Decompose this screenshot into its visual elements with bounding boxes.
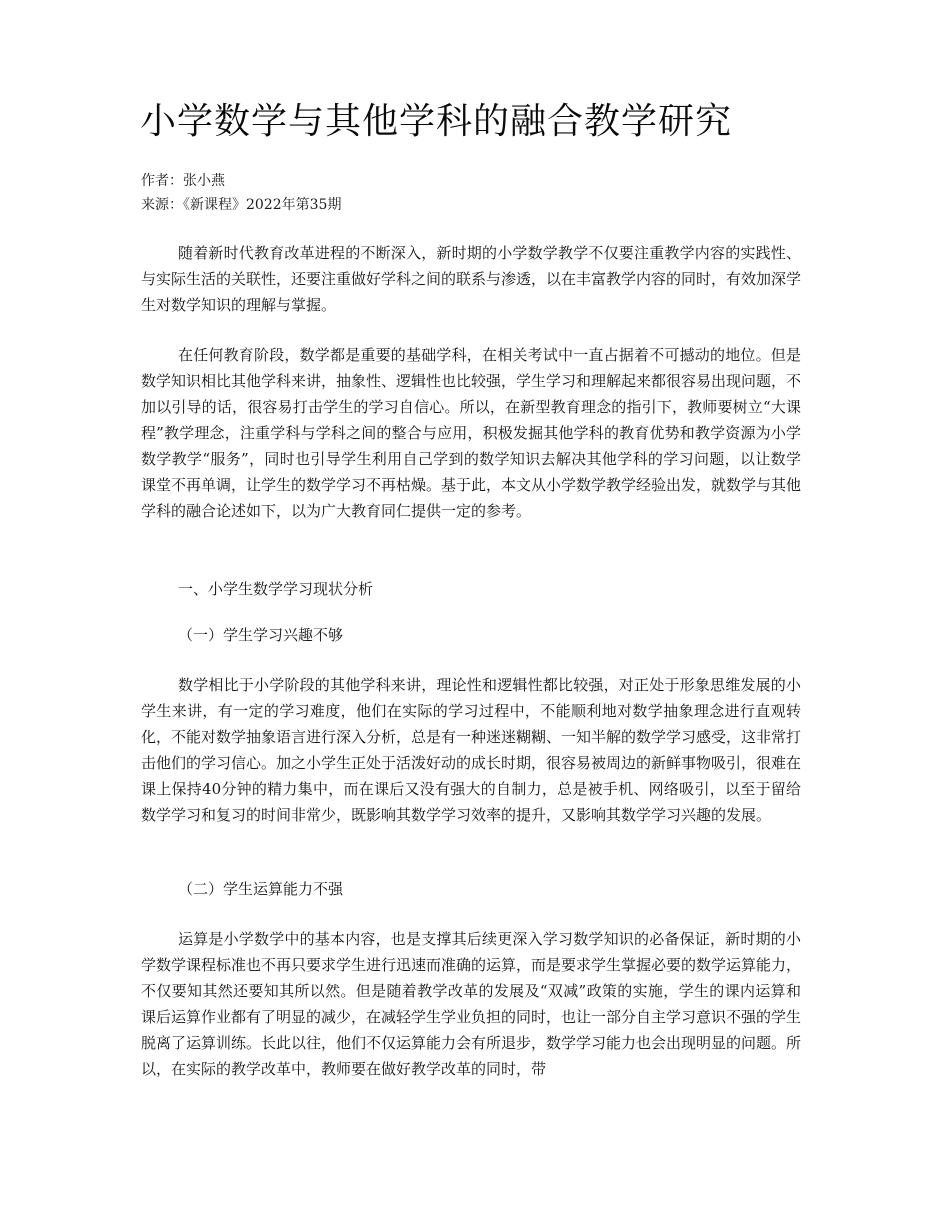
subsection-heading-1-2: （二）学生运算能力不强	[178, 880, 344, 898]
paragraph-background: 在任何教育阶段，数学都是重要的基础学科，在相关考试中一直占据着不可撼动的地位。但是数学知识相比其他学科来讲，抽象性、逻辑性也比较强，学生学习和理解起来都很容易出现问题，不加以引导的话，很容易打击学生的学习自信心。所以，在新型教育理念的指引下，教师要树立“大课程”教学理念，注重学科与学科之间的整合与应用，积极发掘其他学科的教育优势和教学资源为小学数学教学“服务”，同时也引导学生利用自己学到的数学知识去解决其他学科的学习问题，以让数学课堂不再单调，让学生的数学学习不再枯燥。基于此，本文从小学数学教学经验出发，就数学与其他学科的融合论述如下，以为广大教育同仁提供一定的参考。	[141, 346, 802, 520]
paragraph-interest: 数学相比于小学阶段的其他学科来讲，理论性和逻辑性都比较强，对正处于形象思维发展的小学生来讲，有一定的学习难度，他们在实际的学习过程中，不能顺利地对数学抽象理念进行直观转化，不能对数学抽象语言进行深入分析，总是有一种迷迷糊糊、一知半解的数学学习感受，这非常打击他们的学习信心。加之小学生正处于活泼好动的成长时期，很容易被周边的新鲜事物吸引，很难在课上保持40分钟的精力集中，而在课后又没有强大的自制力，总是被手机、网络吸引，以至于留给数学学习和复习的时间非常少，既影响其数学学习效率的提升，又影响其数学学习兴趣的发展。	[141, 676, 802, 824]
paragraph-computation: 运算是小学数学中的基本内容，也是支撑其后续更深入学习数学知识的必备保证，新时期的小学数学课程标准也不再只要求学生进行迅速而准确的运算，而是要求学生掌握必要的数学运算能力，不仅要知其然还要知其所以然。但是随着教学改革的发展及“双减”政策的实施，学生的课内运算和课后运算作业都有了明显的减少，在减轻学生学业负担的同时，也让一部分自主学习意识不强的学生脱离了运算训练。长此以往，他们不仅运算能力会有所退步，数学学习能力也会出现明显的问题。所以，在实际的教学改革中，教师要在做好教学改革的同时，带	[141, 930, 802, 1078]
section-heading-1: 一、小学生数学学习现状分析	[178, 580, 374, 598]
article-author: 作者：张小燕	[141, 173, 225, 189]
article-source: 来源：《新课程》2022年第35期	[141, 197, 342, 213]
subsection-heading-1-1: （一）学生学习兴趣不够	[178, 626, 344, 644]
article-title: 小学数学与其他学科的融合教学研究	[140, 101, 733, 142]
paragraph-intro: 随着新时代教育改革进程的不断深入，新时期的小学数学教学不仅要注重教学内容的实践性、与实际生活的关联性，还要注重做好学科之间的联系与渗透，以在丰富教学内容的同时，有效加深学生对数学知识的理解与掌握。	[141, 244, 802, 314]
